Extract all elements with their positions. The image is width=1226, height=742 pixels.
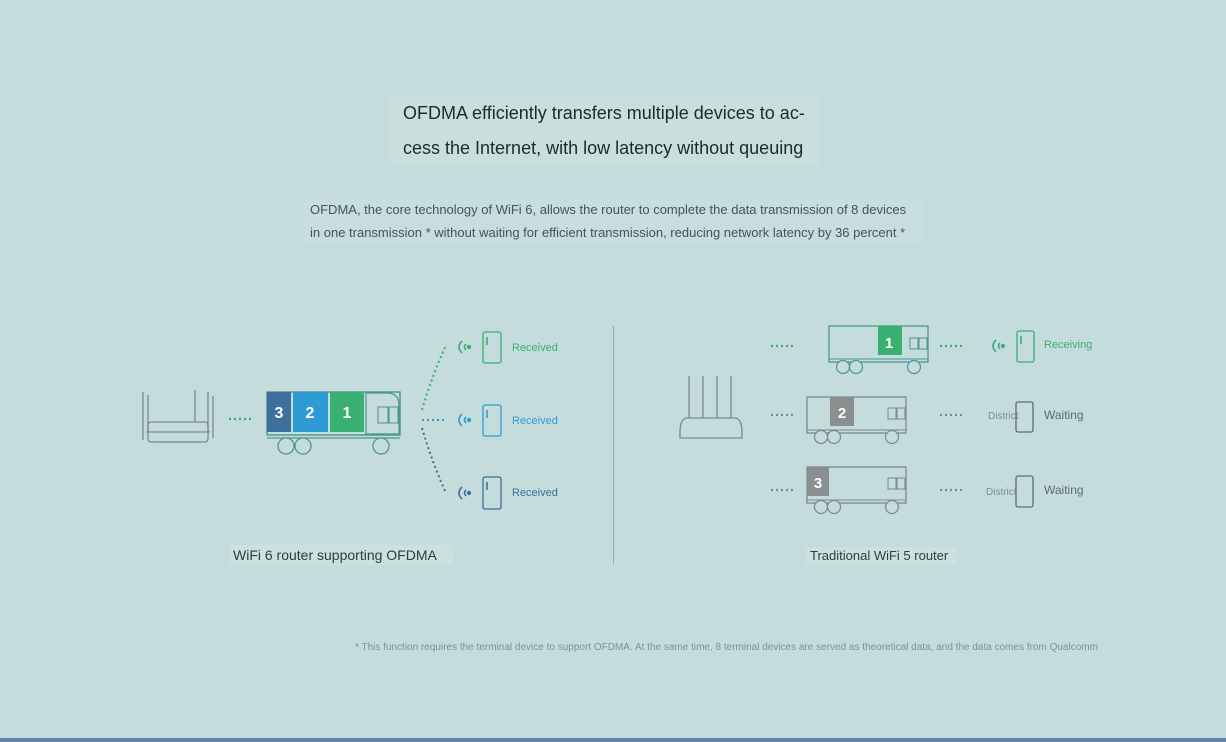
wifi5-truck-3 — [771, 467, 963, 514]
truck-number: 2 — [837, 405, 847, 422]
wifi5-device-2 — [988, 402, 1084, 432]
signal-icon — [993, 340, 1004, 352]
wifi5-device-1 — [993, 331, 1092, 362]
wifi6-device-3 — [459, 477, 558, 509]
wifi6-truck — [267, 392, 400, 454]
wifi6-caption: WiFi 6 router supporting OFDMA — [230, 545, 453, 565]
title-line-2: cess the Internet, with low latency without queuing — [403, 138, 804, 158]
wifi6-router-icon — [143, 390, 213, 442]
device-status: Received — [512, 415, 558, 427]
subtitle-line-1: OFDMA, the core technology of WiFi 6, allows the router to complete the data transmission of 8 devices — [310, 202, 907, 217]
wifi5-truck-1 — [771, 326, 963, 374]
truck-block-1-label: 1 — [342, 405, 352, 422]
wifi5-router-icon — [680, 376, 742, 438]
device-status: Receiving — [1044, 339, 1093, 351]
truck-block-3-label: 3 — [274, 405, 284, 422]
wifi5-device-3 — [986, 476, 1084, 507]
title-line-1: OFDMA efficiently transfers multiple devices to ac- — [403, 103, 805, 123]
subtitle-line-2: in one transmission * without waiting for efficient transmission, reducing network latency by 36 percent * — [310, 225, 906, 240]
phone-icon — [1017, 331, 1034, 362]
signal-icon — [459, 414, 470, 426]
device-label: District — [986, 487, 1017, 498]
wifi5-caption: Traditional WiFi 5 router — [806, 547, 956, 565]
truck-number: 1 — [884, 335, 894, 352]
signal-icon — [459, 487, 470, 499]
device-status: Received — [512, 487, 558, 499]
device-status: Received — [512, 342, 558, 354]
wifi6-fan-out-links — [422, 345, 446, 493]
wifi6-device-1 — [459, 332, 558, 363]
bottom-border — [0, 738, 1226, 742]
wifi5-truck-2 — [771, 397, 963, 444]
device-status: Waiting — [1044, 408, 1084, 422]
wifi6-device-2 — [459, 405, 558, 436]
truck-block-2-label: 2 — [305, 405, 315, 422]
phone-icon — [1016, 476, 1033, 507]
phone-icon — [483, 405, 501, 436]
phone-icon — [483, 477, 501, 509]
phone-icon — [483, 332, 501, 363]
device-label: District — [988, 411, 1019, 422]
footnote: * This function requires the terminal device to support OFDMA. At the same time, 8 terminal devices are served as theoretical data, and the data comes from Qualcomm — [355, 642, 1098, 653]
truck-number: 3 — [813, 475, 823, 492]
signal-icon — [459, 341, 470, 353]
device-status: Waiting — [1044, 483, 1084, 497]
